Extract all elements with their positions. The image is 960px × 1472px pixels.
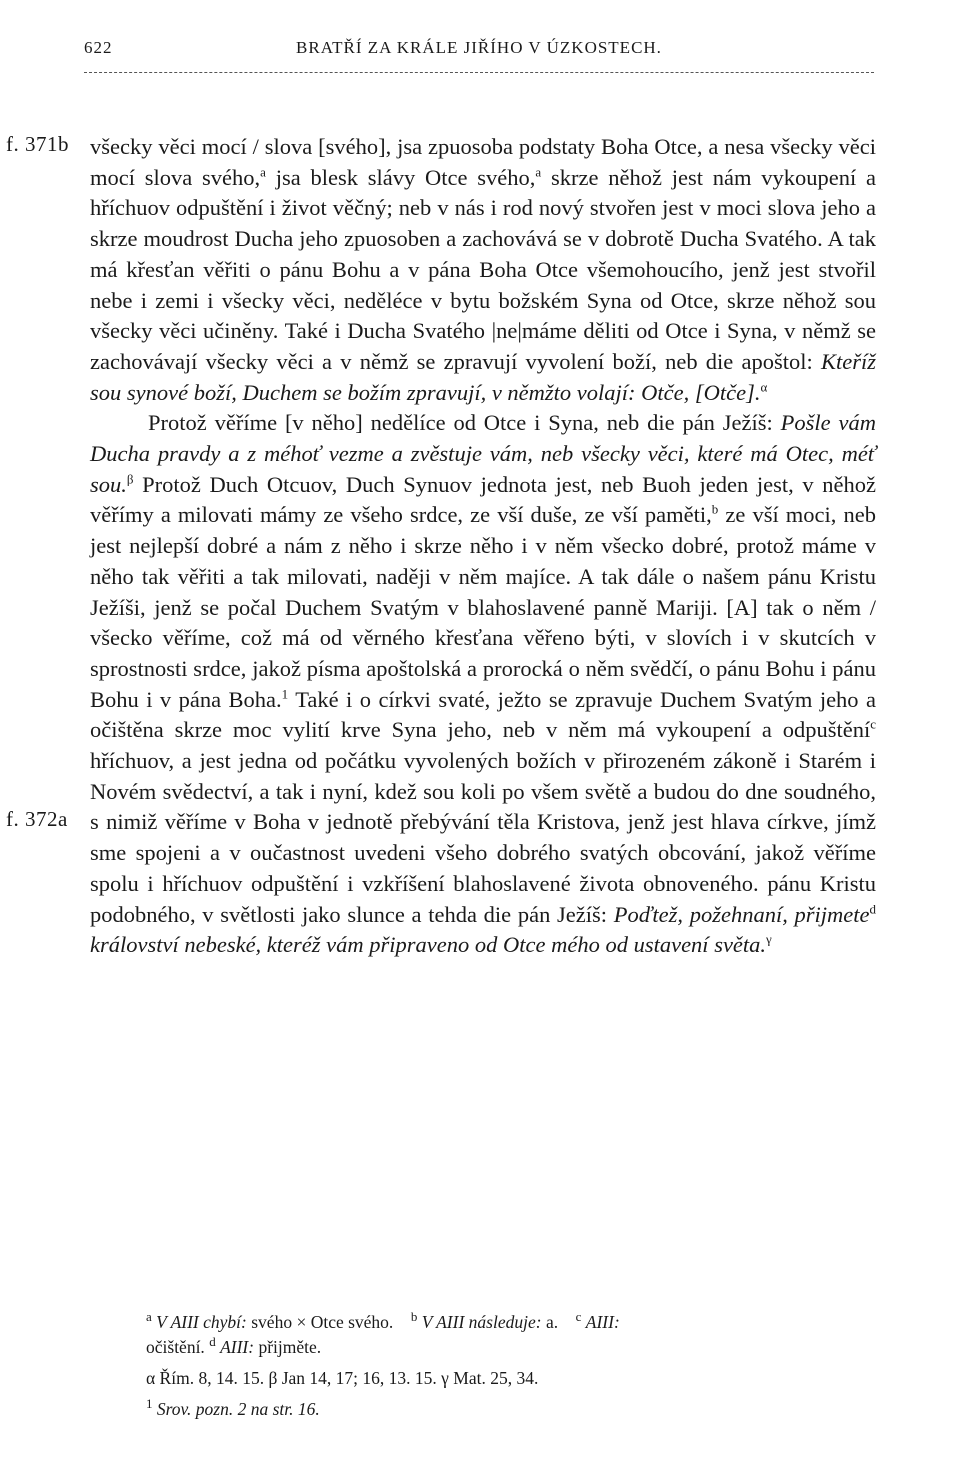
scripture-quote: Poďtež, požehnaní, přijmete [613, 901, 870, 927]
paragraph-2: Protož věříme [v něho] nedělíce od Otce i Syna, neb die pán Ježíš: Pošle vám Ducha pravdy a z méhoť vezme a zvěstuje vám, neb všecky věci, které má Otec, méť sou.$^\beta$ Protož Duch Otcuov, Duch Synuov jednota jest, neb Buoh jeden jest, v něhož věřímy a milovati mámy ze všeho srdce, ze vší duše, ze vší paměti,$^b$ ze vší moci, neb jest nejlepší dobré a nám z něho i skrze něho i v něm všecko dobré, protož máme v něho tak věřiti a tak milovati, naději v něm majíce. A tak dále o našem pánu Kristu Ježíši, jenž se počal Duchem Svatým v blahoslavené panně Mariji. [A] tak o něm / všecko věříme, což má od věrného křesťana věřeno býti, v slovích i v skutcích v sprostnosti srdce, jakož písma apoštolská a prorocká o něm svědčí, o pánu Bohu i pánu Bohu i v pána Boha.$^1$ Také i o církvi svaté, ježto se zpravuje Duchem Svatým jeho a očištěna skrze moc vylití krve Syna jeho, neb v něm má vykoupení a odpuštění$^c$ hříchuov, a jest jedna od počátku vyvolených božích v přirozeném zákoně i Starém i Novém svědectví, a tak i nyní, kdež sou koli po všem světě a budou do dne soudného, s nimiž věříme v Boha v jednotě přebývání těla Kristova, jenž jest hlava církve, jímž sme spojeni a v oučastnost uvedeni všeho dobrého svatých obcování, jakož věříme spolu i hříchuov odpuštění i vzkříšení blahoslavené života obnoveného. pánu Kristu podobného, v světlosti jako slunce a tehda die pán Ježíš: Poďtež, požehnaní, přijmete$^d$ království nebeské, kteréž vám připraveno od Otce mého od ustavení světa.$^\gamma$ [90, 410, 876, 958]
scripture-quote: království nebeské, kteréž vám připraveno od Otce mého od ustavení světa. [90, 932, 767, 958]
scripture-quote: Kteříž sou synové boží, Duchem se božím zpravují, v němžto volají: Otče, [Otče]. [90, 348, 876, 405]
paragraph-1: všecky věci mocí / slova [svého], jsa zpuosoba podstaty Boha Otce, a nesa všecky věci mocí slova svého,$^a$ jsa blesk slávy Otce svého,$^a$ skrze něhož jest nám vykoupení a hříchuov odpuštění i život věčný; neb v nás i rod nový stvořen jest v moci slova jeho a skrze moudrost Ducha jeho zpuosoben a zachovává se v dobrotě Ducha Svatého. A tak má křesťan věřiti o pánu Bohu a v pána Boha Otce všemohoucího, jenž jest stvořil nebe i zemi i všecky věci, neděléce v bytu božském Syna od Otce, skrze něhož sou všecky věci učiněny. Také i Ducha Svatého |ne|máme děliti od Otce i Syna, v němž se zachovávají všecky věci a v němž se zpravují vyvolení boží, neb die apoštol: Kteříž sou synové boží, Duchem se božím zpravují, v němžto volají: Otče, [Otče].$^\alpha$ [90, 134, 876, 405]
footnote-scripture-refs: α Řím. 8, 14. 15. β Jan 14, 17; 16, 13. 15. γ Mat. 25, 34. [146, 1368, 539, 1388]
page-number: 622 [84, 38, 113, 57]
footnote-editorial: $^1$ Srov. pozn. 2 na str. 16. [146, 1396, 320, 1419]
running-title: BRATŘÍ ZA KRÁLE JIŘÍHO V ÚZKOSTECH. [296, 38, 662, 57]
footnotes [90, 1310, 876, 1428]
running-header [84, 38, 874, 68]
header-rule [84, 72, 874, 73]
footnote-variants: $^a$ V AIII chybí: svého × Otce svého. $^b$ V AIII následuje: a. $^c$ AIII: očištění. $^d$ AIII: přijměte. [146, 1309, 620, 1357]
main-text [90, 132, 876, 961]
margin-note-folio-371b: f. 371b [6, 132, 69, 156]
scripture-quote: Pošle vám Ducha pravdy a z méhoť vezme a zvěstuje vám, neb všecky věci, které má Otec, méť sou. [90, 410, 876, 497]
margin-note-folio-372a: f. 372a [6, 807, 68, 831]
